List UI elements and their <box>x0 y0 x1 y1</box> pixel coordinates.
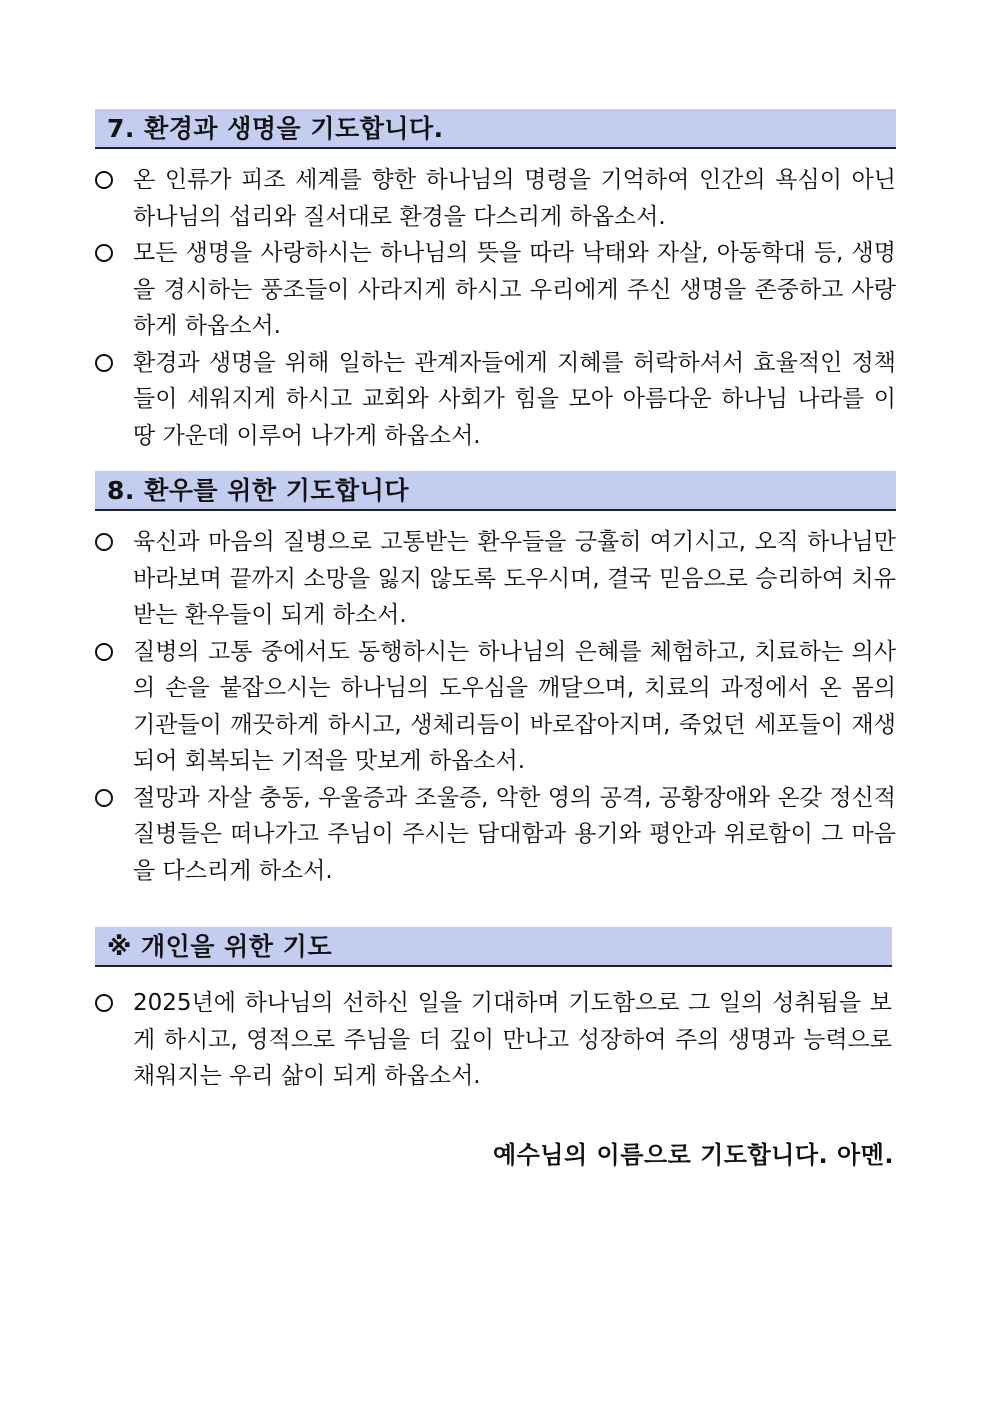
circle-bullet-icon <box>95 789 113 807</box>
section-8-header <box>95 471 896 511</box>
item-text: 환경과 생명을 위해 일하는 관계자들에게 지혜를 허락하셔서 효율적인 정책들이 세워지게 하시고 교회와 사회가 힘을 모아 아름다운 하나님 나라를 이 땅 가운데 이루어 나가게 하옵소서. <box>133 349 896 449</box>
closing-prayer: 예수님의 이름으로 기도합니다. 아멘. <box>492 1141 894 1169</box>
item-text: 온 인류가 피조 세계를 향한 하나님의 명령을 기억하여 인간의 욕심이 아닌 하나님의 섭리와 질서대로 환경을 다스리게 하옵소서. <box>133 167 896 230</box>
item-text: 모든 생명을 사랑하시는 하나님의 뜻을 따라 낙태와 자살, 아동학대 등, 생명을 경시하는 풍조들이 사라지게 하시고 우리에게 주신 생명을 존중하고 사랑하게 하옵소서. <box>133 240 896 339</box>
section-8-title: 8. 환우를 위한 기도합니다 <box>107 476 410 505</box>
circle-bullet-icon <box>95 994 113 1012</box>
circle-bullet-icon <box>95 244 113 262</box>
item-text: 질병의 고통 중에서도 동행하시는 하나님의 은혜를 체험하고, 치료하는 의사의 손을 붙잡으시는 하나님의 도우심을 깨달으며, 치료의 과정에서 온 몸의 기관들이 깨끗하게 하시고, 생체리듬이 바로잡아지며, 죽었던 세포들이 재생되어 회복되는 기적을 맛보게 하옵소서. <box>133 638 896 774</box>
item-text: 절망과 자살 충동, 우울증과 조울증, 악한 영의 공격, 공황장애와 온갖 정신적 질병들은 떠나가고 주님이 주시는 담대함과 용기와 평안과 위로함이 그 마음을 다스리게 하소서. <box>133 784 896 884</box>
personal-prayer-header <box>95 927 892 967</box>
list-item <box>95 634 896 780</box>
item-text: 육신과 마음의 질병으로 고통받는 환우들을 긍휼히 여기시고, 오직 하나님만 바라보며 끝까지 소망을 잃지 않도록 도우시며, 결국 믿음으로 승리하여 치유받는 환우들이 되게 하소서. <box>133 529 896 628</box>
circle-bullet-icon <box>95 171 113 189</box>
section-7-header <box>95 109 896 149</box>
section-7-list <box>95 162 896 454</box>
circle-bullet-icon <box>95 643 113 661</box>
section-7-title: 7. 환경과 생명을 기도합니다. <box>107 114 444 143</box>
item-text: 2025년에 하나님의 선하신 일을 기대하며 기도함으로 그 일의 성취됨을 보게 하시고, 영적으로 주님을 더 깊이 만나고 성장하여 주의 생명과 능력으로 채워지는 우리 삶이 되게 하옵소서. <box>133 990 892 1089</box>
personal-prayer-title: ※ 개인을 위한 기도 <box>107 932 332 961</box>
list-item <box>95 780 896 890</box>
circle-bullet-icon <box>95 533 113 551</box>
personal-prayer-list <box>95 985 892 1095</box>
section-8-list <box>95 524 896 889</box>
list-item <box>95 345 896 455</box>
list-item <box>95 985 892 1095</box>
circle-bullet-icon <box>95 354 113 372</box>
list-item <box>95 235 896 345</box>
list-item <box>95 162 896 235</box>
list-item <box>95 524 896 634</box>
